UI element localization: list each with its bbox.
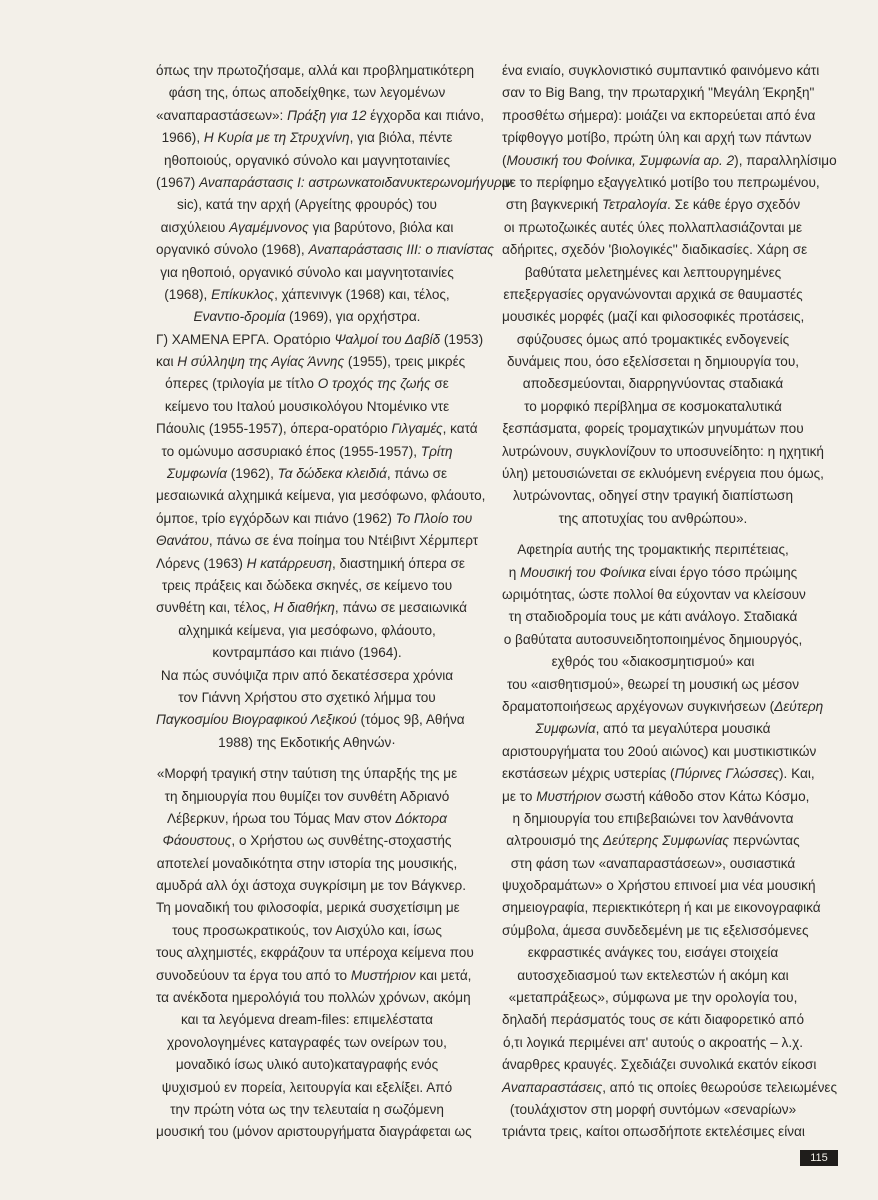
text-line	[502, 463, 824, 485]
italic-title: Γιλγαμές	[391, 421, 443, 437]
text-line	[502, 262, 804, 284]
text-segment: όπερες (τριλογία με τίτλο	[165, 376, 318, 392]
text-segment: , ο Χρήστου ως συνθέτης-στοχαστής	[231, 833, 452, 849]
italic-title: Παγκοσμίου Βιογραφικού Λεξικού	[156, 712, 357, 728]
italic-title: Η κατάρρευση	[246, 555, 333, 571]
text-line	[502, 284, 804, 306]
text-segment: (1962),	[227, 466, 278, 482]
text-line	[502, 830, 804, 852]
text-line	[502, 808, 804, 830]
text-segment: αυτοσχεδιασμού των εκτελεστών ή ακόμη και	[517, 967, 789, 983]
text-line	[502, 1009, 804, 1031]
italic-title: Φάουστους	[162, 833, 232, 849]
text-line	[502, 1054, 817, 1076]
text-segment: κοντραμπάσο και πιάνο (1964).	[212, 645, 402, 661]
text-segment: τη δημιουργία που θυμίζει τον συνθέτη Αδριανό	[164, 788, 450, 804]
text-segment: , χάπενινγκ (1968) και, τέλος,	[274, 286, 450, 302]
text-segment: αδήριτες, σχεδόν 'βιολογικές'' διαδικασίες. Χάρη σε	[502, 242, 808, 258]
text-line	[156, 575, 458, 597]
text-line	[502, 875, 816, 897]
text-segment: αλτρουισμό της	[506, 833, 603, 849]
text-segment: τρίφθογγο μοτίβο, πρώτη ύλη και αρχή των πάντων	[502, 130, 812, 146]
text-segment: τριάντα τρεις, καίτοι οπωσδήποτε εκτελέσιμες είναι	[502, 1124, 805, 1140]
italic-title: Μουσική του Φοίνικα, Συμφωνία αρ. 2	[506, 152, 735, 168]
text-segment: sic), κατά την αρχή (Αργείτης φρουρός) του	[177, 197, 437, 213]
italic-title: Η διαθήκη	[273, 600, 335, 616]
text-segment: (1969), για ορχήστρα.	[285, 309, 421, 325]
text-segment: ψυχισμού εν πορεία, λειτουργία και εξελίξει. Από	[161, 1079, 453, 1095]
italic-title: Ο τροχός της ζωής	[317, 376, 431, 392]
text-segment: περνώντας	[728, 833, 800, 849]
text-line	[502, 172, 820, 194]
text-segment: τους προσωκρατικούς, τον Αισχύλο και, ίσως	[172, 922, 442, 938]
text-segment: (1955), τρεις μικρές	[344, 354, 466, 370]
text-line	[502, 562, 804, 584]
text-segment: μουσική του (μόνον αριστουργήματα διαγράφεται ως	[156, 1124, 472, 1140]
text-line	[502, 82, 815, 104]
text-segment: «Μορφή τραγική στην ταύτιση της ύπαρξής της με	[156, 766, 458, 782]
text-line	[502, 651, 804, 673]
italic-title: Θανάτου	[156, 533, 209, 549]
text-line	[156, 239, 494, 261]
text-segment: , από τα μεγαλύτερα μουσικά	[595, 721, 771, 737]
text-segment: ). Και,	[778, 766, 815, 782]
italic-title: Εναντιο-δρομία	[193, 309, 286, 325]
italic-title: Τρίτη	[420, 443, 453, 459]
text-line	[502, 741, 817, 763]
text-segment: μεσαιωνικά αλχημικά κείμενα, για μεσόφωνο, φλάουτο,	[156, 488, 486, 504]
text-line	[502, 217, 804, 239]
italic-title: Η σύλληψη της Αγίας Άννης	[177, 354, 345, 370]
text-segment: , κατά	[442, 421, 478, 437]
text-segment: χρονολογημένες καταγραφές των ονείρων του,	[167, 1034, 447, 1050]
text-line	[156, 485, 486, 507]
text-line	[502, 239, 808, 261]
text-segment: τους αλχημιστές, εκφράζουν τα υπέροχα κείμενα που	[156, 945, 474, 961]
text-line	[156, 508, 473, 530]
text-segment: , πάνω σε	[386, 466, 448, 482]
text-line	[502, 606, 804, 628]
text-segment: τον Γιάννη Χρήστου στο σχετικό λήμμα του	[178, 689, 436, 705]
text-line	[156, 763, 458, 785]
paragraph-gap	[156, 754, 458, 763]
text-line	[502, 418, 804, 440]
text-line	[156, 665, 458, 687]
text-line	[156, 418, 478, 440]
text-segment: φάση της, όπως αποδείχθηκε, των λεγομένων	[168, 85, 446, 101]
text-segment: (1953)	[440, 331, 484, 347]
text-line	[156, 1099, 458, 1121]
italic-title: Μουσική του Φοίνικα	[520, 564, 646, 580]
text-segment: βαθύτατα μελετημένες και λεπτουργημένες	[524, 264, 782, 280]
text-line	[156, 1121, 472, 1143]
text-segment: συνοδεύουν τα έργα του από το	[156, 967, 351, 983]
text-line	[502, 1121, 804, 1143]
text-segment: άναρθρες κραυγές. Σχεδιάζει συνολικά εκατόν είκοσι	[502, 1057, 817, 1073]
text-line	[156, 463, 458, 485]
text-segment: μοναδικό ίσως υλικό αυτο)καταγραφής ενός	[175, 1057, 439, 1073]
text-segment: για ηθοποιό, οργανικό σύνολο και μαγνητοταινίες	[160, 264, 454, 280]
italic-title: Δόκτορα	[395, 810, 447, 826]
text-line	[502, 674, 804, 696]
text-segment: Να πώς συνόψιζα πριν από δεκατέσσερα χρόνια	[160, 667, 454, 683]
text-segment: εκφραστικές ανάγκες του, εισάγει στοιχεία	[527, 945, 779, 961]
text-segment: οργανικό σύνολο (1968),	[156, 242, 309, 258]
text-segment: τα ανέκδοτα ημερολόγιά του πολλών χρόνων, ακόμη	[156, 990, 471, 1006]
text-line	[502, 127, 812, 149]
text-segment: για βαρύτονο, βιόλα και	[308, 219, 454, 235]
text-line	[156, 1077, 458, 1099]
text-segment: το μορφικό περίβλημα σε κοσμοκαταλυτικά	[524, 398, 782, 414]
text-line	[156, 875, 467, 897]
text-line	[156, 732, 458, 754]
italic-title: Επίκυκλος	[211, 286, 275, 302]
text-line	[156, 172, 512, 194]
italic-title: Τα δώδεκα κλειδιά	[277, 466, 387, 482]
text-segment: λυτρώνουν, συγκλονίζουν το υποσυνείδητο: η ηχητική	[502, 443, 824, 459]
text-line	[502, 60, 820, 82]
text-segment: Αφετηρία αυτής της τρομακτικής περιπέτειας,	[517, 542, 789, 558]
text-line	[156, 1009, 458, 1031]
text-line	[502, 897, 821, 919]
text-line	[502, 1099, 804, 1121]
text-line	[502, 629, 804, 651]
text-segment: (1967)	[156, 174, 200, 190]
text-line	[502, 584, 804, 606]
text-segment: σύμβολα, άμεσα συνδεδεμένη με τις εξελισσόμενες	[502, 922, 809, 938]
text-segment: το ομώνυμο ασσυριακό έπος (1955-1957),	[161, 443, 421, 459]
text-line	[156, 262, 458, 284]
text-segment: με το	[502, 788, 537, 804]
text-line	[502, 853, 804, 875]
text-segment: αισχύλειου	[160, 219, 230, 235]
italic-title: Αναπαράστασις ΙΙΙ: ο πιανίστας	[308, 242, 494, 258]
text-segment: , πάνω σε ένα ποίημα του Ντέιβιντ Χέρμπερτ	[208, 533, 479, 549]
text-line	[156, 150, 458, 172]
italic-title: Ψαλμοί του Δαβίδ	[334, 331, 441, 347]
text-segment: αποτελεί μοναδικότητα στην ιστορία της μουσικής,	[156, 855, 458, 871]
text-segment: Γ) ΧΑΜΕΝΑ ΕΡΓΑ. Ορατόριο	[156, 331, 335, 347]
text-segment: προσθέτω σήμερα): μοιάζει να εκπορεύεται από ένα	[502, 107, 816, 123]
text-segment: Λέβερκυν, ήρωα του Τόμας Μαν στον	[167, 810, 396, 826]
text-line	[502, 987, 804, 1009]
text-segment: ωριμότητας, ώστε πολλοί θα εύχονταν να κλείσουν	[502, 586, 806, 602]
text-segment: ψυχοδραμάτων» ο Χρήστου επινοεί μια νέα μουσική	[502, 878, 816, 894]
text-segment: δυνάμεις που, όσο εξελίσσεται η δημιουργία του,	[506, 354, 800, 370]
text-line	[156, 530, 479, 552]
text-line	[156, 709, 465, 731]
text-segment: σε	[430, 376, 449, 392]
text-segment: μουσικές μορφές (μαζί και φιλοσοφικές προτάσεις,	[502, 309, 805, 325]
text-segment: αλχημικά κείμενα, για μεσόφωνο, φλάουτο,	[178, 622, 436, 638]
text-line	[502, 718, 804, 740]
text-segment: στη βαγκνερική	[505, 197, 602, 213]
text-segment: ο βαθύτατα αυτοσυνειδητοποιημένος δημιουργός,	[503, 631, 803, 647]
text-line	[156, 853, 458, 875]
text-line	[502, 329, 804, 351]
text-segment: του «αισθητισμού», θεωρεί τη μουσική ως μέσον	[506, 676, 800, 692]
text-segment: σφύζουσες όμως από τρομακτικές ενδογενείς	[516, 331, 790, 347]
text-line	[502, 150, 837, 172]
text-segment: είναι έργο τόσο πρώιμης	[645, 564, 798, 580]
italic-title: Αγαμέμνονος	[229, 219, 309, 235]
text-segment: εχθρός του «διακοσμητισμού» και	[551, 654, 755, 670]
italic-title: Τετραλογία	[601, 197, 668, 213]
text-line	[156, 987, 471, 1009]
text-line	[156, 351, 466, 373]
text-line	[156, 306, 458, 328]
left-text-column	[156, 60, 512, 1144]
text-segment: όπως την πρωτοζήσαμε, αλλά και προβληματικότερη	[156, 63, 475, 78]
text-segment: λυτρώνοντας, οδηγεί στην τραγική διαπίστωση	[512, 488, 794, 504]
text-line	[156, 441, 458, 463]
text-line	[502, 763, 815, 785]
text-line	[156, 329, 484, 351]
text-segment: , πάνω σε μεσαιωνικά	[334, 600, 467, 616]
text-line	[156, 82, 458, 104]
text-line	[156, 1032, 458, 1054]
text-segment: ό,τι λογικά περιμένει απ' αυτούς ο ακροατής – λ.χ.	[502, 1034, 804, 1050]
text-line	[156, 786, 458, 808]
text-segment: όμποε, τρίο εγχόρδων και πιάνο (1962)	[156, 510, 396, 526]
text-line	[502, 306, 804, 328]
text-segment: τη σταδιοδρομία τους με κάτι ανάλογο. Σταδιακά	[508, 609, 798, 625]
text-line	[156, 830, 458, 852]
text-segment: 1966),	[161, 130, 204, 146]
text-segment: αποδεσμεύονται, διαρρηγνύοντας σταδιακά	[522, 376, 784, 392]
text-segment: (τόμος 9β, Αθήνα	[356, 712, 465, 728]
italic-title: Αναπαράστασις Ι: αστρωνκατοιδανυκτερωνομήγυριν	[199, 174, 512, 190]
text-line	[502, 942, 804, 964]
text-line	[156, 396, 458, 418]
text-line	[502, 508, 804, 530]
text-line	[156, 105, 484, 127]
text-line	[156, 687, 458, 709]
italic-title: Το Πλοίο του	[395, 510, 473, 526]
text-segment: σημειογραφία, περιεκτικότερη ή και με εικονογραφικά	[502, 900, 821, 916]
text-segment: ένα ενιαίο, συγκλονιστικό συμπαντικό φαινόμενο κάτι	[502, 63, 820, 78]
text-line	[502, 965, 804, 987]
text-segment: η δημιουργία του επιβεβαιώνει τον λανθάνοντα	[512, 810, 794, 826]
italic-title: Μυστήριον	[536, 788, 601, 804]
text-line	[156, 60, 475, 82]
text-segment: (1968),	[164, 286, 212, 302]
text-line	[156, 620, 458, 642]
text-segment: τρεις πράξεις και δώδεκα σκηνές, σε κείμενο του	[161, 577, 453, 593]
text-segment: εκστάσεων μέχρις υστερίας (	[502, 766, 675, 782]
text-segment: (τουλάχιστον στη μορφή συντόμων «σεναρίων»	[509, 1101, 797, 1117]
text-segment: δηλαδή περάσματός τους σε κάτι διαφορετικό από	[502, 1012, 805, 1028]
text-segment: ξεσπάσματα, φορείς τρομαχτικών μηνυμάτων που	[502, 421, 804, 437]
text-line	[156, 597, 467, 619]
text-segment: και μετά,	[415, 967, 472, 983]
text-line	[502, 105, 816, 127]
italic-title: Αναπαραστάσεις	[502, 1079, 603, 1095]
text-segment: επεξεργασίες οργανώνονται αρχικά σε θαυμαστές	[503, 286, 803, 302]
italic-title: Μυστήριον	[350, 967, 416, 983]
text-line	[156, 965, 472, 987]
italic-title: Συμφωνία	[166, 466, 227, 482]
text-segment: αριστουργήματα του 20ού αιώνος) και μυστικιστικών	[502, 743, 817, 759]
text-line	[502, 396, 804, 418]
text-line	[502, 351, 804, 373]
text-line	[502, 696, 824, 718]
text-line	[156, 217, 458, 239]
text-line	[156, 194, 458, 216]
text-segment: την πρώτη νότα ως την τελευταία η σωζόμενη	[170, 1101, 444, 1117]
text-line	[502, 1077, 838, 1099]
italic-title: Πύρινες Γλώσσες	[674, 766, 779, 782]
text-segment: , για βιόλα, πέντε	[349, 130, 453, 146]
paragraph-gap	[502, 530, 804, 539]
text-segment: (	[502, 152, 507, 168]
text-line	[156, 920, 458, 942]
italic-title: Πράξη για 12	[287, 107, 367, 123]
text-segment: ύλη) μετουσιώνεται σε εκλυόμενη ενέργεια που όμως,	[502, 466, 824, 482]
text-line	[502, 1032, 804, 1054]
text-line	[502, 373, 804, 395]
text-line	[502, 194, 804, 216]
text-line	[156, 897, 458, 919]
right-text-column	[502, 60, 838, 1144]
text-line	[156, 642, 458, 664]
text-segment: αμυδρά αλλ όχι άστοχα συγκρίσιμη με τον Βάγκνερ.	[156, 878, 467, 894]
text-line	[156, 942, 474, 964]
text-line	[156, 284, 458, 306]
text-segment: με το περίφημο εξαγγελτικό μοτίβο του πεπρωμένου,	[502, 174, 820, 190]
text-line	[156, 808, 458, 830]
text-segment: σωστή κάθοδο στον Κάτω Κόσμο,	[600, 788, 810, 804]
italic-title: Η Κυρία με τη Στρυχνίνη	[203, 130, 350, 146]
text-segment: της αποτυχίας του ανθρώπου».	[558, 510, 748, 526]
text-line	[156, 373, 458, 395]
text-line	[156, 1054, 458, 1076]
text-segment: και τα λεγόμενα dream-files: επιμελέστατα	[180, 1012, 434, 1028]
text-line	[502, 485, 804, 507]
text-segment: δραματοποιήσεως αρχέγονων συγκινήσεων (	[502, 698, 775, 714]
text-segment: και	[156, 354, 178, 370]
text-segment: στη φάση των «αναπαραστάσεων», ουσιαστικά	[510, 855, 796, 871]
text-segment: , από τις οποίες θεωρούσε τελειωμένες	[602, 1079, 838, 1095]
text-segment: 1988) της Εκδοτικής Αθηνών·	[218, 734, 396, 750]
page-number: 115	[800, 1150, 838, 1166]
text-line	[502, 786, 810, 808]
text-segment: «μεταπράξεως», σύμφωνα με την ορολογία του,	[508, 990, 798, 1006]
text-segment: έγχορδα και πιάνο,	[366, 107, 484, 123]
text-segment: Λόρενς (1963)	[156, 555, 247, 571]
text-segment: , διαστημική όπερα σε	[332, 555, 465, 571]
italic-title: Συμφωνία	[535, 721, 596, 737]
text-segment: Τη μοναδική του φιλοσοφία, μερικά συσχετίσιμη με	[156, 900, 460, 916]
text-segment: οι πρωτοζωικές αυτές ύλες πολλαπλασιάζονται με	[503, 219, 803, 235]
text-line	[502, 920, 809, 942]
text-segment: Πάουλις (1955-1957), όπερα-ορατόριο	[156, 421, 392, 437]
italic-title: Δεύτερης Συμφωνίας	[602, 833, 729, 849]
text-segment: ), παραλληλίσιμο	[734, 152, 837, 168]
text-segment: «αναπαραστάσεων»:	[156, 107, 288, 123]
text-segment: συνθέτη και, τέλος,	[156, 600, 274, 616]
text-line	[502, 539, 804, 561]
text-segment: η	[508, 564, 521, 580]
italic-title: Δεύτερη	[774, 698, 824, 714]
text-segment: . Σε κάθε έργο σχεδόν	[667, 197, 801, 213]
text-line	[156, 127, 458, 149]
text-line	[156, 553, 465, 575]
text-line	[502, 441, 824, 463]
text-segment: ηθοποιούς, οργανικό σύνολο και μαγνητοταινίες	[163, 152, 451, 168]
text-segment: κείμενο του Ιταλού μουσικολόγου Ντομένικο ντε	[164, 398, 450, 414]
text-segment: σαν το Big Bang, την πρωταρχική "Μεγάλη Έκρηξη"	[502, 85, 815, 101]
